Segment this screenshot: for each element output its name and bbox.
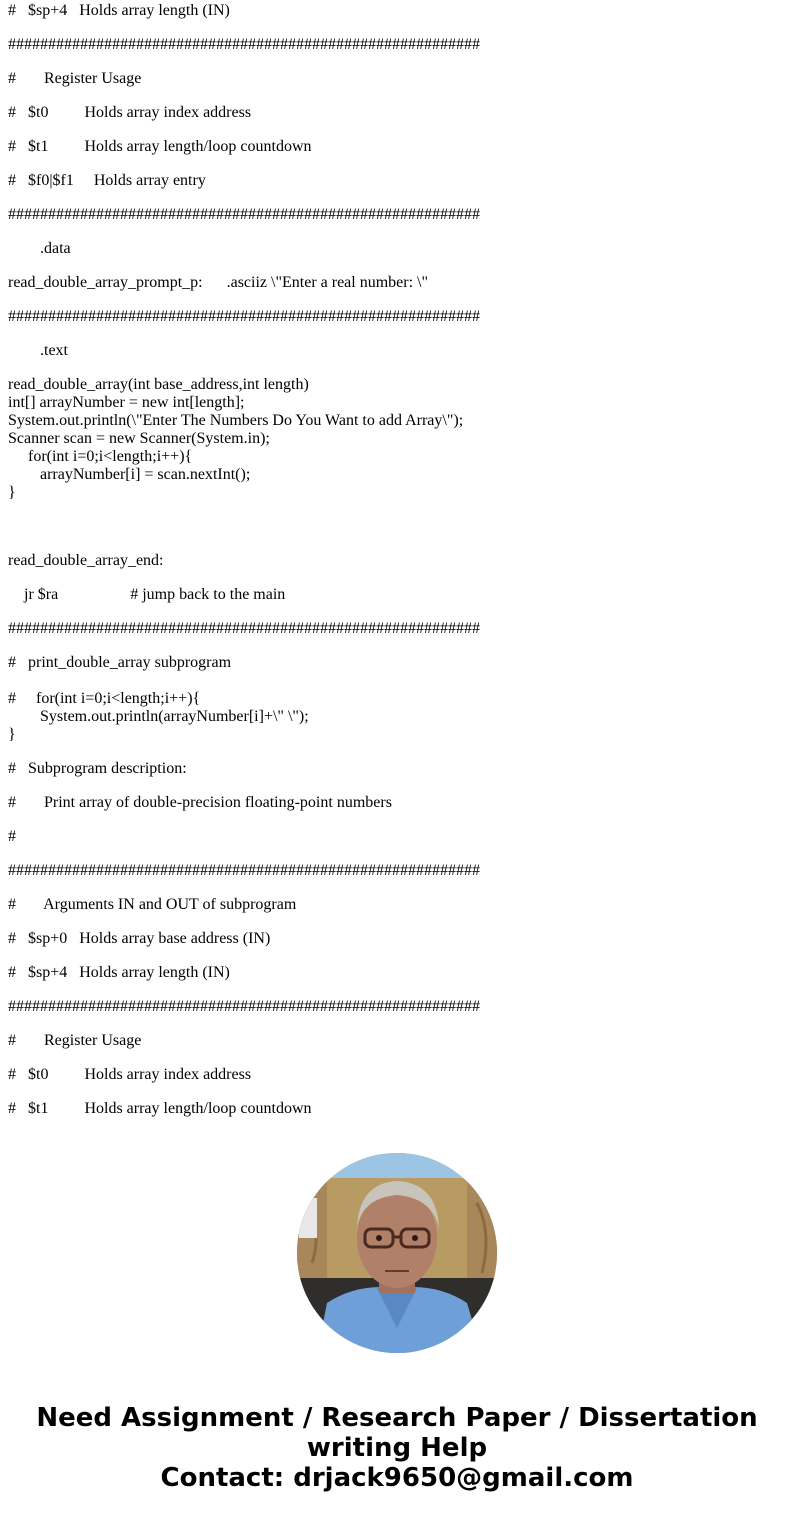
code-line: System.out.println(\"Enter The Numbers Do You Want to add Array\"); bbox=[8, 412, 464, 429]
code-line: # $sp+0 Holds array base address (IN) bbox=[8, 930, 271, 947]
code-line: # $t0 Holds array index address bbox=[8, 104, 252, 121]
code-line: # $t1 Holds array length/loop countdown bbox=[8, 138, 312, 155]
code-line: # print_double_array subprogram bbox=[8, 654, 232, 671]
separator-line: ########################################################### bbox=[8, 36, 480, 53]
code-line: # $sp+4 Holds array length (IN) bbox=[8, 964, 230, 981]
code-line: # Arguments IN and OUT of subprogram bbox=[8, 896, 297, 913]
banner-line-1: Need Assignment / Research Paper / Dissertation bbox=[36, 1403, 758, 1433]
separator-line: ########################################################### bbox=[8, 206, 480, 223]
code-line: arrayNumber[i] = scan.nextInt(); bbox=[8, 466, 251, 483]
code-line: # for(int i=0;i<length;i++){ bbox=[8, 690, 201, 707]
code-line: # bbox=[8, 828, 16, 845]
code-line: } bbox=[8, 484, 16, 501]
author-photo bbox=[297, 1153, 497, 1353]
separator-line: ########################################################### bbox=[8, 308, 480, 325]
code-line: .text bbox=[8, 342, 68, 359]
code-line: read_double_array_prompt_p: .asciiz \"Enter a real number: \" bbox=[8, 274, 429, 291]
author-portrait-icon bbox=[297, 1153, 497, 1353]
banner-line-2: writing Help bbox=[306, 1433, 488, 1463]
code-line: Scanner scan = new Scanner(System.in); bbox=[8, 430, 270, 447]
code-line: # $f0|$f1 Holds array entry bbox=[8, 172, 206, 189]
code-line: # $sp+4 Holds array length (IN) bbox=[8, 2, 230, 19]
code-line: read_double_array_end: bbox=[8, 552, 164, 569]
contact-banner bbox=[0, 1403, 794, 1493]
code-line: System.out.println(arrayNumber[i]+\" \"); bbox=[8, 708, 309, 725]
code-line: # Register Usage bbox=[8, 1032, 142, 1049]
code-line: # Print array of double-precision floating-point numbers bbox=[8, 794, 392, 811]
code-line: for(int i=0;i<length;i++){ bbox=[8, 448, 193, 465]
code-line: # $t1 Holds array length/loop countdown bbox=[8, 1100, 312, 1117]
separator-line: ########################################################### bbox=[8, 998, 480, 1015]
separator-line: ########################################################### bbox=[8, 620, 480, 637]
code-line: jr $ra # jump back to the main bbox=[8, 586, 286, 603]
contact-email: Contact: drjack9650@gmail.com bbox=[160, 1463, 634, 1493]
code-line: read_double_array(int base_address,int length) bbox=[8, 376, 309, 393]
code-line: } bbox=[8, 726, 16, 743]
code-line: # Register Usage bbox=[8, 70, 142, 87]
code-line: .data bbox=[8, 240, 71, 257]
separator-line: ########################################################### bbox=[8, 862, 480, 879]
code-line: # $t0 Holds array index address bbox=[8, 1066, 252, 1083]
code-line: # Subprogram description: bbox=[8, 760, 187, 777]
code-line: int[] arrayNumber = new int[length]; bbox=[8, 394, 245, 411]
